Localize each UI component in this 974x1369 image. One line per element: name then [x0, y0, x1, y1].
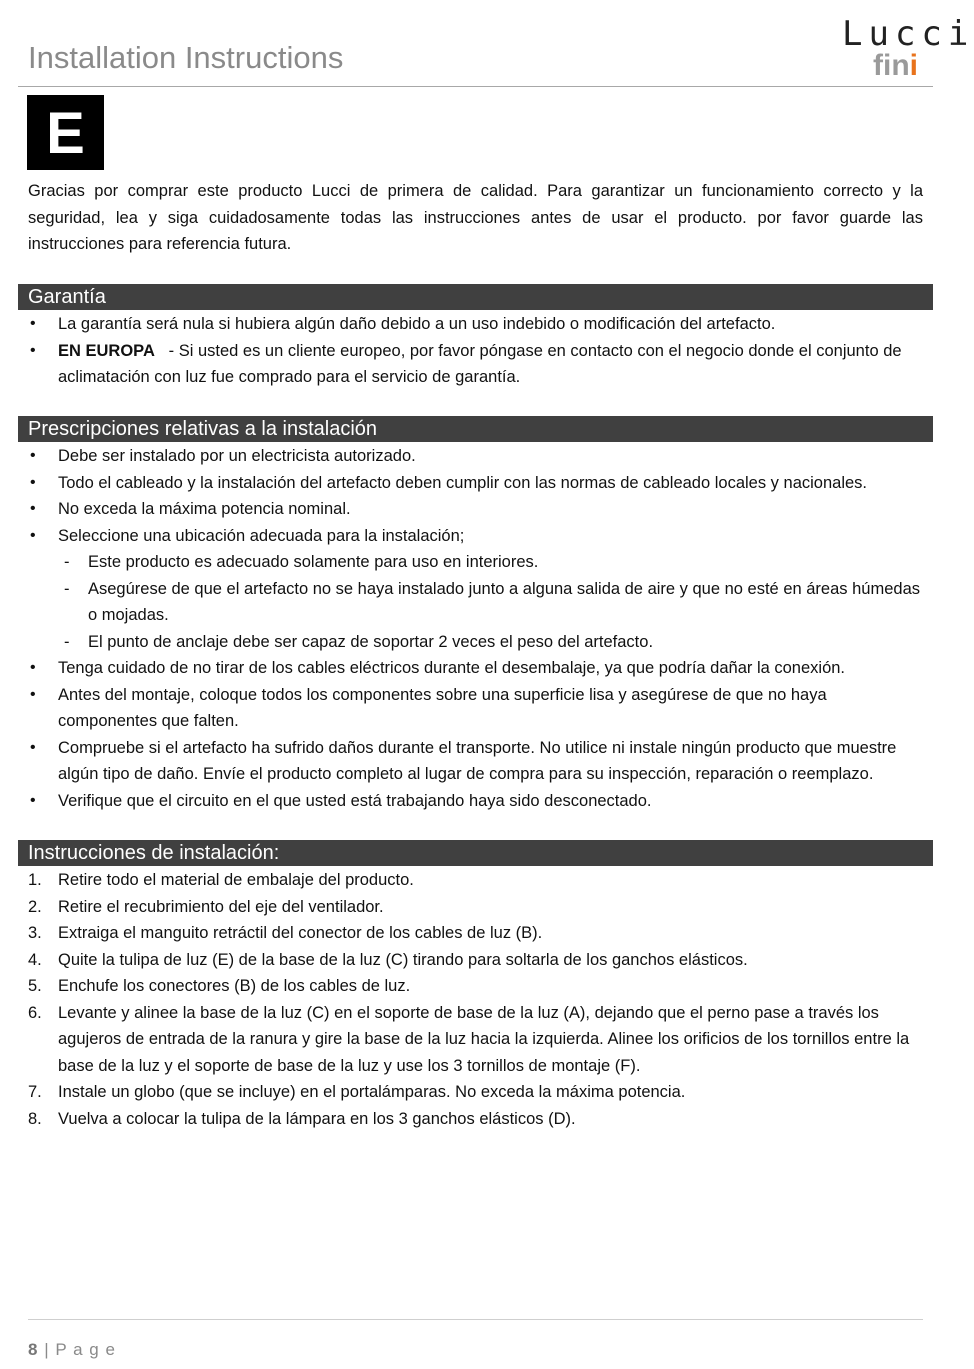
- step-text: Enchufe los conectores (B) de los cables de luz.: [58, 977, 411, 995]
- step-item: [28, 1106, 923, 1133]
- step-number: 7.: [28, 1083, 42, 1101]
- step-item: [28, 1000, 923, 1080]
- list-item: • Compruebe si el artefacto ha sufrido daños durante el transporte. No utilice ni instale ningún producto que muestre algún tipo de daño. Envíe el producto completo al lugar de compra para su inspección, reparación o reemplazo.: [28, 735, 923, 788]
- step-text: Retire todo el material de embalaje del producto.: [58, 871, 414, 889]
- section-header-instructions: Instrucciones de instalación:: [18, 840, 933, 866]
- brand-logo: [842, 14, 974, 84]
- step-number: 8.: [28, 1109, 42, 1128]
- sub-list-item: - Este producto es adecuado solamente para uso en interiores.: [28, 549, 923, 576]
- list-item: [28, 338, 923, 391]
- step-number: 4.: [28, 950, 42, 969]
- logo-wordmark-accent: i: [909, 49, 918, 82]
- section-header-warranty: Garantía: [18, 284, 933, 310]
- page-label: | P a g e: [38, 1340, 116, 1359]
- logo-wordmark-main: fin: [873, 49, 910, 82]
- logo-wordmark-top: Lucci: [842, 14, 974, 54]
- page-number: 8: [28, 1340, 39, 1359]
- step-number: 1.: [28, 871, 42, 889]
- step-item: [28, 1079, 923, 1106]
- sub-list-item: - Asegúrese de que el artefacto no se haya instalado junto a alguna salida de aire y que no esté en áreas húmedas o mojadas.: [28, 576, 923, 629]
- prescriptions-list: [28, 443, 923, 814]
- page-title: Installation Instructions: [28, 40, 344, 75]
- list-item: • Tenga cuidado de no tirar de los cables eléctricos durante el desembalaje, ya que podría dañar la conexión.: [28, 655, 923, 682]
- step-number: 3.: [28, 924, 42, 942]
- step-text: Vuelva a colocar la tulipa de la lámpara en los 3 ganchos elásticos (D).: [58, 1109, 576, 1128]
- step-text: Extraiga el manguito retráctil del conector de los cables de luz (B).: [58, 924, 543, 942]
- europe-text: - Si usted es un cliente europeo, por favor póngase en contacto con el negocio donde el conjunto de aclimatación con luz fue comprado para el servicio de garantía.: [58, 341, 907, 386]
- logo-wordmark-bottom: [842, 51, 932, 81]
- step-item: [28, 947, 923, 974]
- step-number: 6.: [28, 1003, 42, 1022]
- step-number: 5.: [28, 977, 42, 995]
- sub-list-item: - El punto de anclaje debe ser capaz de soportar 2 veces el peso del artefacto.: [28, 629, 923, 656]
- section-header-prescriptions: Prescripciones relativas a la instalación: [18, 416, 933, 442]
- step-item: [28, 894, 923, 921]
- list-item: • Antes del montaje, coloque todos los componentes sobre una superficie lisa y asegúrese de que no haya componentes que falten.: [28, 682, 923, 735]
- europe-label: EN EUROPA: [58, 341, 155, 360]
- warranty-list: [28, 311, 923, 391]
- intro-paragraph: Gracias por comprar este producto Lucci de primera de calidad. Para garantizar un funcionamiento correcto y la seguridad, lea y siga cuidadosamente todas las instrucciones antes de usar el producto. por favor guarde las instrucciones para referencia futura.: [28, 182, 923, 253]
- step-item: [28, 920, 923, 947]
- list-item: • Verifique que el circuito en el que usted está trabajando haya sido desconectado.: [28, 788, 923, 815]
- footer-divider: [28, 1319, 923, 1320]
- step-text: Quite la tulipa de luz (E) de la base de la luz (C) tirando para soltarla de los ganchos elásticos.: [58, 950, 748, 969]
- header-divider: [18, 86, 933, 87]
- step-number: 2.: [28, 897, 42, 916]
- step-text: Instale un globo (que se incluye) en el portalámparas. No exceda la máxima potencia.: [58, 1083, 686, 1101]
- step-text: Retire el recubrimiento del eje del ventilador.: [58, 897, 384, 916]
- page-footer: [28, 1340, 116, 1360]
- list-item: • Debe ser instalado por un electricista autorizado.: [28, 443, 923, 470]
- language-badge: E: [27, 95, 104, 170]
- step-item: [28, 867, 923, 894]
- list-item: • No exceda la máxima potencia nominal.: [28, 496, 923, 523]
- instructions-list: [28, 867, 923, 1132]
- list-item: • La garantía será nula si hubiera algún daño debido a un uso indebido o modificación del artefacto.: [28, 311, 923, 338]
- step-text: Levante y alinee la base de la luz (C) en el soporte de base de la luz (A), dejando que el perno pase a través los agujeros de entrada de la ranura y gire la base de la luz hacia la izquierda. Alinee los orificios de los tornillos entre la base de la luz y el soporte de base de la luz y use los 3 tornillos de montaje (F).: [58, 1003, 910, 1075]
- step-item: [28, 973, 923, 1000]
- list-item: • Todo el cableado y la instalación del artefacto deben cumplir con las normas de cableado locales y nacionales.: [28, 470, 923, 497]
- list-item: • Seleccione una ubicación adecuada para la instalación;: [28, 523, 923, 550]
